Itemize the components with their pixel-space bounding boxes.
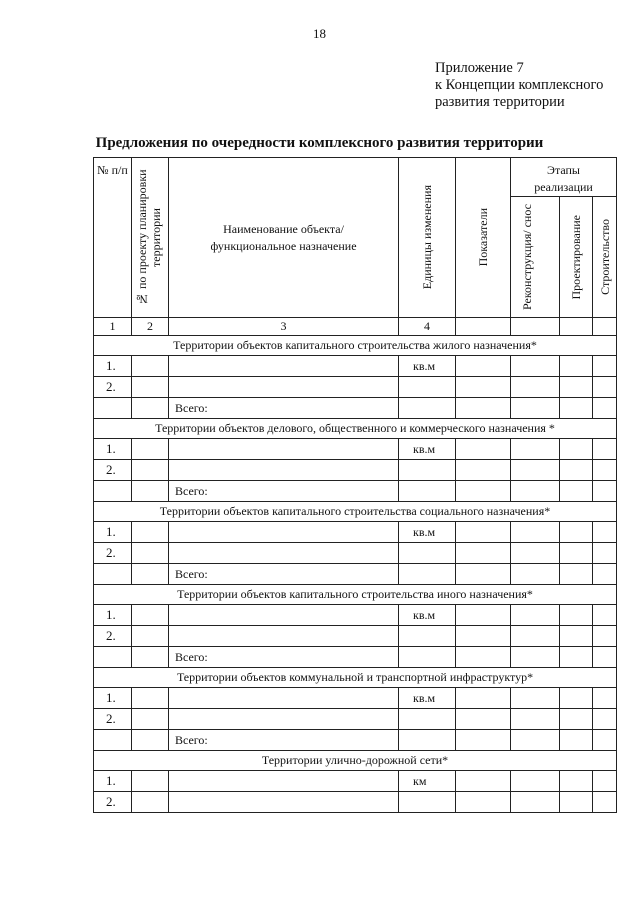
appendix-line-3: развития территории bbox=[435, 94, 565, 110]
row-number: 1. bbox=[94, 688, 132, 709]
table-cell bbox=[456, 709, 511, 730]
row-number: 1. bbox=[94, 605, 132, 626]
header-project-num bbox=[132, 158, 169, 318]
table-cell bbox=[456, 792, 511, 813]
header-name-label: Наименование объекта/функциональное назначение bbox=[210, 221, 357, 253]
section-header-row bbox=[94, 419, 617, 439]
table-cell bbox=[593, 564, 617, 585]
table-cell bbox=[560, 543, 593, 564]
table-cell bbox=[132, 356, 169, 377]
row-number: 2. bbox=[94, 377, 132, 398]
table-cell bbox=[169, 792, 399, 813]
table-cell bbox=[399, 398, 456, 419]
table-cell bbox=[560, 605, 593, 626]
table-cell bbox=[593, 647, 617, 668]
table-cell bbox=[456, 771, 511, 792]
index-cell: 1 bbox=[94, 318, 132, 336]
row-number: 1. bbox=[94, 771, 132, 792]
table-cell bbox=[456, 439, 511, 460]
table-cell bbox=[399, 730, 456, 751]
header-stages bbox=[511, 158, 617, 197]
table-cell bbox=[560, 709, 593, 730]
table-cell bbox=[456, 356, 511, 377]
table-cell bbox=[560, 481, 593, 502]
table-cell bbox=[511, 605, 560, 626]
table-cell bbox=[593, 356, 617, 377]
row-number: 1. bbox=[94, 356, 132, 377]
table-cell bbox=[169, 460, 399, 481]
index-cell: 4 bbox=[399, 318, 456, 336]
table-cell bbox=[132, 522, 169, 543]
table-row bbox=[94, 543, 617, 564]
header-num: № п/п bbox=[94, 158, 132, 318]
table-cell bbox=[593, 709, 617, 730]
table-cell bbox=[169, 439, 399, 460]
table-cell bbox=[132, 439, 169, 460]
table-cell bbox=[169, 771, 399, 792]
table-cell bbox=[456, 730, 511, 751]
row-unit: кв.м bbox=[399, 439, 456, 460]
table-cell bbox=[169, 688, 399, 709]
table-cell bbox=[132, 564, 169, 585]
section-header-row bbox=[94, 585, 617, 605]
table-cell bbox=[511, 439, 560, 460]
table-cell bbox=[511, 792, 560, 813]
table-cell bbox=[132, 626, 169, 647]
column-index-row bbox=[94, 318, 617, 336]
table-cell bbox=[511, 460, 560, 481]
table-cell bbox=[511, 356, 560, 377]
total-label: Всего: bbox=[169, 398, 399, 419]
appendix-note bbox=[435, 60, 603, 111]
row-number: 2. bbox=[94, 543, 132, 564]
header-units bbox=[399, 158, 456, 318]
table-cell bbox=[169, 605, 399, 626]
table-row bbox=[94, 356, 617, 377]
row-unit bbox=[399, 626, 456, 647]
table-cell bbox=[132, 377, 169, 398]
table-cell bbox=[511, 481, 560, 502]
header-construction bbox=[593, 197, 617, 318]
section-title: Территории объектов капитального строительства иного назначения* bbox=[94, 585, 617, 605]
row-unit: км bbox=[399, 771, 456, 792]
table-cell bbox=[560, 398, 593, 419]
table-row bbox=[94, 439, 617, 460]
row-unit: кв.м bbox=[399, 356, 456, 377]
row-unit bbox=[399, 377, 456, 398]
row-number: 2. bbox=[94, 626, 132, 647]
table-cell bbox=[560, 688, 593, 709]
table-cell bbox=[132, 647, 169, 668]
table-cell bbox=[94, 647, 132, 668]
index-cell bbox=[560, 318, 593, 336]
table-cell bbox=[132, 605, 169, 626]
table-cell bbox=[560, 730, 593, 751]
row-unit: кв.м bbox=[399, 605, 456, 626]
table-cell bbox=[560, 771, 593, 792]
index-cell: 3 bbox=[169, 318, 399, 336]
table-cell bbox=[560, 792, 593, 813]
total-row bbox=[94, 730, 617, 751]
table-cell bbox=[511, 564, 560, 585]
table-cell bbox=[593, 771, 617, 792]
table-cell bbox=[593, 481, 617, 502]
table-cell bbox=[169, 522, 399, 543]
row-unit bbox=[399, 460, 456, 481]
table-cell bbox=[94, 730, 132, 751]
table-cell bbox=[593, 543, 617, 564]
section-title: Территории объектов капитального строительства жилого назначения* bbox=[94, 336, 617, 356]
table-cell bbox=[399, 481, 456, 502]
table-row bbox=[94, 626, 617, 647]
table-cell bbox=[132, 460, 169, 481]
header-stages-label: Этапы реализации bbox=[534, 163, 593, 194]
table-cell bbox=[456, 377, 511, 398]
table-cell bbox=[511, 771, 560, 792]
table-row bbox=[94, 377, 617, 398]
table-cell bbox=[132, 688, 169, 709]
table-row bbox=[94, 709, 617, 730]
table-cell bbox=[132, 543, 169, 564]
table-cell bbox=[456, 626, 511, 647]
row-number: 1. bbox=[94, 439, 132, 460]
table-cell bbox=[456, 688, 511, 709]
total-row bbox=[94, 398, 617, 419]
table-cell bbox=[94, 481, 132, 502]
header-name bbox=[169, 158, 399, 318]
header-construction-label: Строительство bbox=[597, 219, 612, 295]
table-cell bbox=[593, 398, 617, 419]
row-unit bbox=[399, 543, 456, 564]
row-unit: кв.м bbox=[399, 688, 456, 709]
row-number: 2. bbox=[94, 709, 132, 730]
row-number: 1. bbox=[94, 522, 132, 543]
table-cell bbox=[560, 356, 593, 377]
table-cell bbox=[511, 626, 560, 647]
table-cell bbox=[511, 398, 560, 419]
table-cell bbox=[456, 398, 511, 419]
table-cell bbox=[593, 688, 617, 709]
header-design bbox=[560, 197, 593, 318]
header-reconstruction bbox=[511, 197, 560, 318]
table-cell bbox=[94, 564, 132, 585]
table-cell bbox=[593, 377, 617, 398]
index-cell bbox=[456, 318, 511, 336]
table-cell bbox=[511, 522, 560, 543]
table-row bbox=[94, 792, 617, 813]
table-cell bbox=[511, 709, 560, 730]
table-cell bbox=[560, 439, 593, 460]
table-cell bbox=[560, 377, 593, 398]
table-row bbox=[94, 771, 617, 792]
table-cell bbox=[456, 647, 511, 668]
document-title: Предложения по очередности комплексного развития территории bbox=[95, 135, 544, 151]
section-title: Территории объектов коммунальной и транспортной инфраструктур* bbox=[94, 668, 617, 688]
section-header-row bbox=[94, 336, 617, 356]
header-units-label: Единицы изменения bbox=[420, 185, 434, 290]
table-row bbox=[94, 688, 617, 709]
table-cell bbox=[456, 543, 511, 564]
row-number: 2. bbox=[94, 460, 132, 481]
table-cell bbox=[456, 460, 511, 481]
table-cell bbox=[560, 626, 593, 647]
table-row bbox=[94, 460, 617, 481]
table-cell bbox=[456, 481, 511, 502]
section-header-row bbox=[94, 751, 617, 771]
header-project-num-label: № по проекту планировки территории bbox=[135, 169, 163, 306]
section-title: Территории объектов капитального строительства социального назначения* bbox=[94, 502, 617, 522]
total-label: Всего: bbox=[169, 730, 399, 751]
table-cell bbox=[399, 647, 456, 668]
section-header-row bbox=[94, 502, 617, 522]
table-cell bbox=[132, 771, 169, 792]
priority-table bbox=[93, 157, 617, 813]
total-row bbox=[94, 481, 617, 502]
table-cell bbox=[169, 356, 399, 377]
table-cell bbox=[132, 481, 169, 502]
table-row bbox=[94, 522, 617, 543]
page-number: 18 bbox=[313, 26, 326, 41]
table-cell bbox=[132, 730, 169, 751]
table-cell bbox=[132, 709, 169, 730]
total-label: Всего: bbox=[169, 564, 399, 585]
table-cell bbox=[593, 730, 617, 751]
section-header-row bbox=[94, 668, 617, 688]
table-cell bbox=[511, 688, 560, 709]
table-cell bbox=[94, 398, 132, 419]
table-cell bbox=[593, 439, 617, 460]
header-design-label: Проектирование bbox=[569, 214, 583, 300]
table-cell bbox=[560, 564, 593, 585]
table-cell bbox=[593, 460, 617, 481]
table-cell bbox=[169, 709, 399, 730]
table-cell bbox=[132, 792, 169, 813]
table-cell bbox=[593, 605, 617, 626]
table-cell bbox=[169, 626, 399, 647]
total-row bbox=[94, 564, 617, 585]
header-indicators bbox=[456, 158, 511, 318]
row-unit: кв.м bbox=[399, 522, 456, 543]
table-row bbox=[94, 605, 617, 626]
table-cell bbox=[511, 543, 560, 564]
total-label: Всего: bbox=[169, 481, 399, 502]
table-cell bbox=[132, 398, 169, 419]
header-indicators-label: Показатели bbox=[476, 208, 490, 267]
table-cell bbox=[511, 730, 560, 751]
total-label: Всего: bbox=[169, 647, 399, 668]
appendix-line-2: к Концепции комплексного bbox=[435, 77, 604, 93]
table-cell bbox=[593, 626, 617, 647]
table-cell bbox=[169, 543, 399, 564]
index-cell bbox=[511, 318, 560, 336]
table-cell bbox=[560, 522, 593, 543]
table-cell bbox=[560, 460, 593, 481]
row-unit bbox=[399, 792, 456, 813]
table-cell bbox=[456, 605, 511, 626]
section-title: Территории улично-дорожной сети* bbox=[94, 751, 617, 771]
table-cell bbox=[511, 377, 560, 398]
table-cell bbox=[169, 377, 399, 398]
table-cell bbox=[456, 522, 511, 543]
row-number: 2. bbox=[94, 792, 132, 813]
table-cell bbox=[456, 564, 511, 585]
section-title: Территории объектов делового, общественного и коммерческого назначения * bbox=[94, 419, 617, 439]
index-cell bbox=[593, 318, 617, 336]
row-unit bbox=[399, 709, 456, 730]
table-cell bbox=[399, 564, 456, 585]
index-cell: 2 bbox=[132, 318, 169, 336]
table-cell bbox=[593, 792, 617, 813]
header-reconstruction-label: Реконструкция/ снос bbox=[520, 204, 534, 310]
table-cell bbox=[511, 647, 560, 668]
appendix-line-1: Приложение 7 bbox=[435, 60, 524, 76]
table-cell bbox=[560, 647, 593, 668]
total-row bbox=[94, 647, 617, 668]
table-cell bbox=[593, 522, 617, 543]
